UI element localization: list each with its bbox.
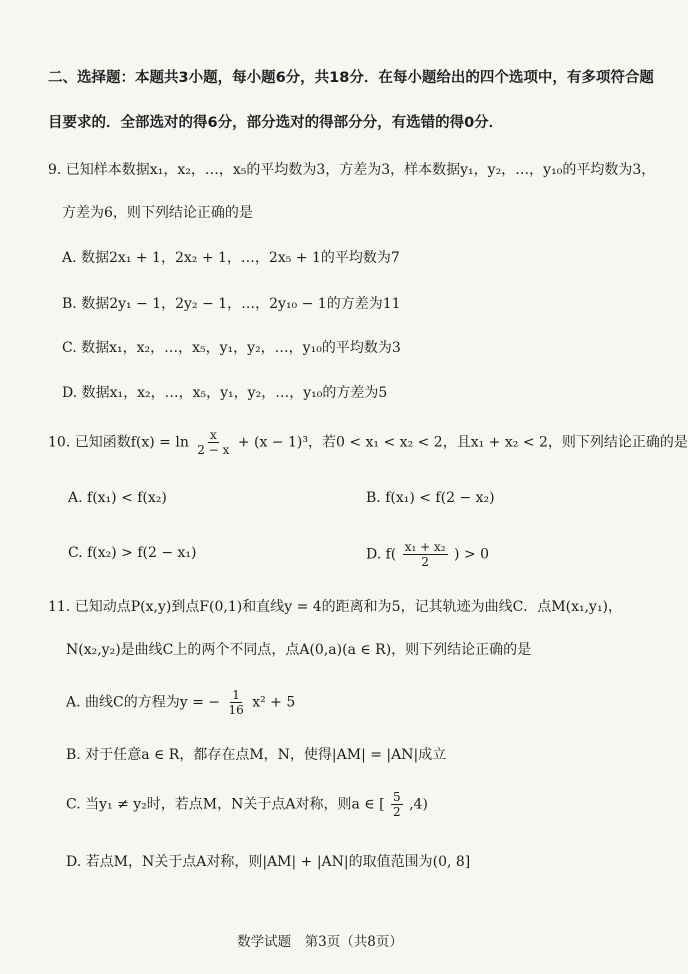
- q10-fraction-denominator: 2 − x: [197, 443, 230, 457]
- q10-option-d-suffix: ) > 0: [454, 546, 490, 563]
- q10-option-b: B. f(x₁) < f(2 − x₂): [366, 490, 495, 506]
- q10-option-d-prefix: D. f(: [366, 546, 397, 563]
- q9-option-a: A. 数据2x₁ + 1，2x₂ + 1，…，2x₅ + 1的平均数为7: [62, 250, 400, 266]
- section-header-line2: 目要求的．全部选对的得6分，部分选对的得部分分，有选错的得0分．: [48, 115, 504, 131]
- q11-option-a-prefix: A. 曲线C的方程为y = −: [66, 694, 220, 711]
- q11-option-a-suffix: x² + 5: [252, 694, 296, 711]
- q10-option-c: C. f(x₂) > f(2 − x₁): [68, 545, 197, 561]
- q10-stem-prefix: 10. 已知函数f(x) = ln: [48, 434, 189, 451]
- q9-option-d: D. 数据x₁，x₂，…，x₅，y₁，y₂，…，y₁₀的方差为5: [62, 385, 388, 401]
- q9-option-b: B. 数据2y₁ − 1，2y₂ − 1，…，2y₁₀ − 1的方差为11: [62, 296, 401, 312]
- q11-option-a-numerator: 1: [232, 688, 240, 702]
- q10-fraction: [195, 428, 231, 457]
- q9-option-c: C. 数据x₁，x₂，…，x₅，y₁，y₂，…，y₁₀的平均数为3: [62, 340, 401, 356]
- q11-option-a-denominator: 16: [228, 703, 244, 717]
- q10-stem-suffix: + (x − 1)³，若0 < x₁ < x₂ < 2，且x₁ + x₂ < 2，则下列结论正确的是: [237, 434, 688, 451]
- q9-stem-line1: 9. 已知样本数据x₁，x₂，…，x₅的平均数为3，方差为3，样本数据y₁，y₂，…，y₁₀的平均数为3，: [48, 162, 656, 178]
- q10-option-d-denominator: 2: [421, 555, 429, 569]
- q11-option-b: B. 对于任意a ∈ R，都存在点M，N，使得|AM| = |AN|成立: [66, 747, 447, 763]
- q11-option-c-fraction: [391, 790, 403, 819]
- page-footer: 数学试题 第3页（共8页）: [237, 934, 403, 950]
- q11-option-c: [66, 790, 428, 819]
- q10-option-d: [366, 540, 489, 569]
- q10-stem: [48, 428, 688, 457]
- q11-option-a-fraction: [226, 688, 245, 717]
- q11-option-c-prefix: C. 当y₁ ≠ y₂时，若点M，N关于点A对称，则a ∈ [: [66, 796, 385, 813]
- section-header-line1: 二、选择题：本题共3小题，每小题6分，共18分．在每小题给出的四个选项中，有多项符合题: [48, 70, 654, 86]
- q11-option-c-suffix: ,4): [409, 796, 428, 813]
- q10-option-d-numerator: x₁ + x₂: [404, 540, 446, 554]
- q10-option-a: A. f(x₁) < f(x₂): [68, 490, 167, 506]
- q11-option-a: [66, 688, 295, 717]
- q11-stem-line2: N(x₂,y₂)是曲线C上的两个不同点，点A(0,a)(a ∈ R)，则下列结论正确的是: [66, 642, 532, 658]
- q11-stem-line1: 11. 已知动点P(x,y)到点F(0,1)和直线y = 4的距离和为5，记其轨迹为曲线C．点M(x₁,y₁)，: [48, 599, 623, 615]
- q10-fraction-numerator: x: [209, 428, 217, 442]
- q10-option-d-fraction: [403, 540, 448, 569]
- q11-option-d: D. 若点M，N关于点A对称，则|AM| + |AN|的取值范围为(0, 8]: [66, 854, 471, 870]
- q9-stem-line2: 方差为6，则下列结论正确的是: [62, 205, 253, 221]
- q11-option-c-denominator: 2: [393, 805, 401, 819]
- q11-option-c-numerator: 5: [393, 790, 401, 804]
